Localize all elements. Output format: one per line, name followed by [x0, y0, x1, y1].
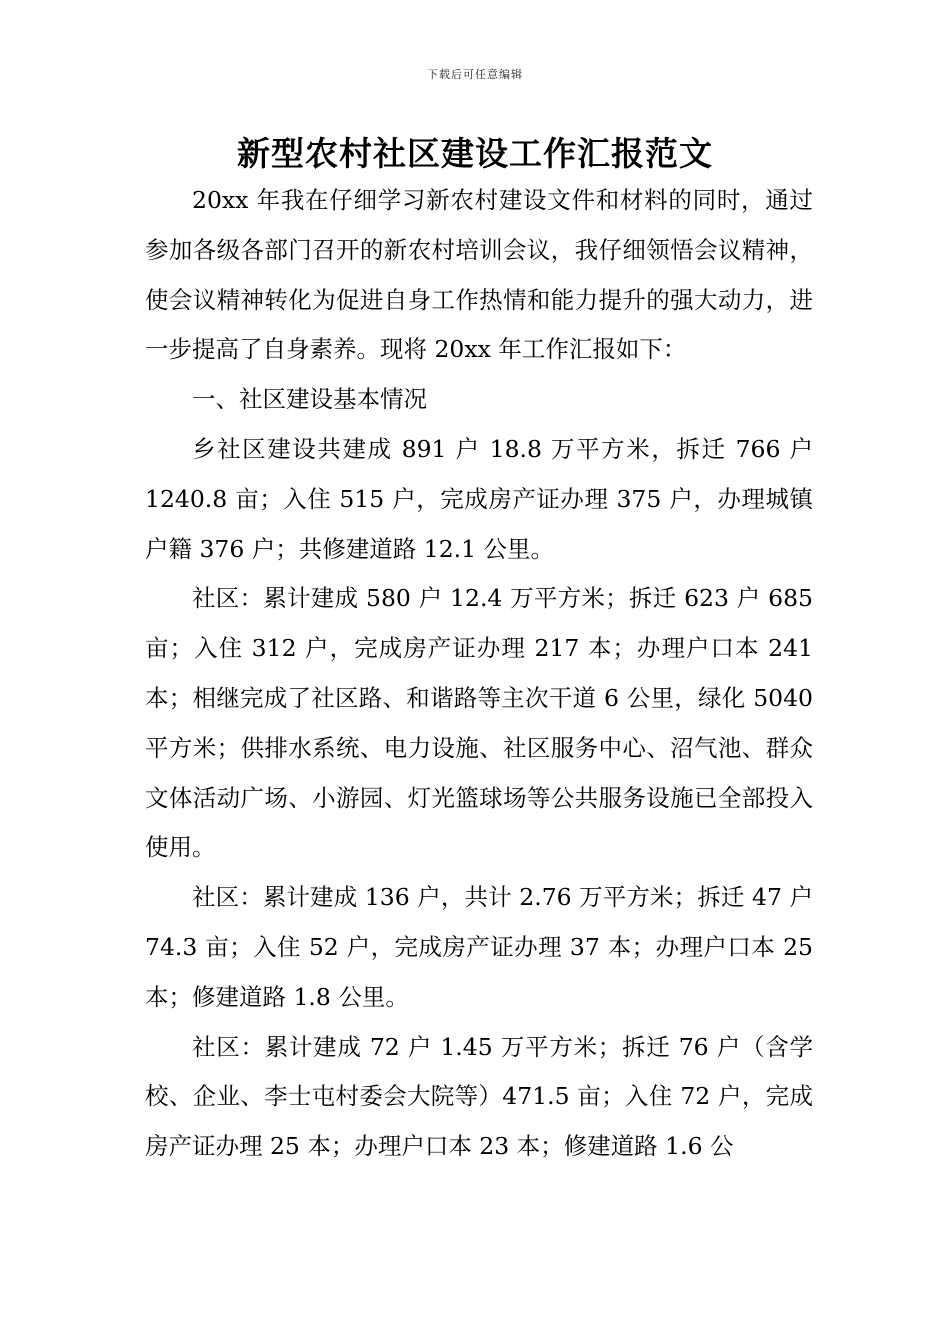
paragraph-community-1: 社区：累计建成 580 户 12.4 万平方米；拆迁 623 户 685 亩；入住 312 户，完成房产证办理 217 本；办理户口本 241 本；相继完成了社区路、和谐路等主次干道 6 公里，绿化 5040 平方米；供排水系统、电力设施、社区服务中心、沼气池、群众文体活动广场、小游园、灯光篮球场等公共服务设施已全部投入使用。: [145, 584, 813, 862]
paragraph-intro: 20xx 年我在仔细学习新农村建设文件和材料的同时，通过参加各级各部门召开的新农村培训会议，我仔细领悟会议精神，使会议精神转化为促进自身工作热情和能力提升的强大动力，进一步提高了自身素养。现将 20xx 年工作汇报如下：: [145, 186, 813, 364]
paragraph-community-3: 社区：累计建成 72 户 1.45 万平方米；拆迁 76 户（含学校、企业、李士屯村委会大院等）471.5 亩；入住 72 户，完成房产证办理 25 本；办理户口本 23 本；修建道路 1.6 公: [145, 1032, 813, 1161]
paragraph-overview: 乡社区建设共建成 891 户 18.8 万平方米，拆迁 766 户 1240.8 亩；入住 515 户，完成房产证办理 375 户，办理城镇户籍 376 户；共修建道路 12.1 公里。: [145, 434, 813, 563]
document-title: 新型农村社区建设工作汇报范文: [237, 134, 713, 173]
paragraph-community-2: 社区：累计建成 136 户，共计 2.76 万平方米；拆迁 47 户 74.3 亩；入住 52 户，完成房产证办理 37 本；办理户口本 25 本；修建道路 1.8 公里。: [145, 883, 813, 1011]
section-heading: 一、社区建设基本情况: [192, 385, 427, 414]
header-note: 下载后可任意编辑: [427, 68, 523, 81]
document-body: [145, 176, 813, 1172]
